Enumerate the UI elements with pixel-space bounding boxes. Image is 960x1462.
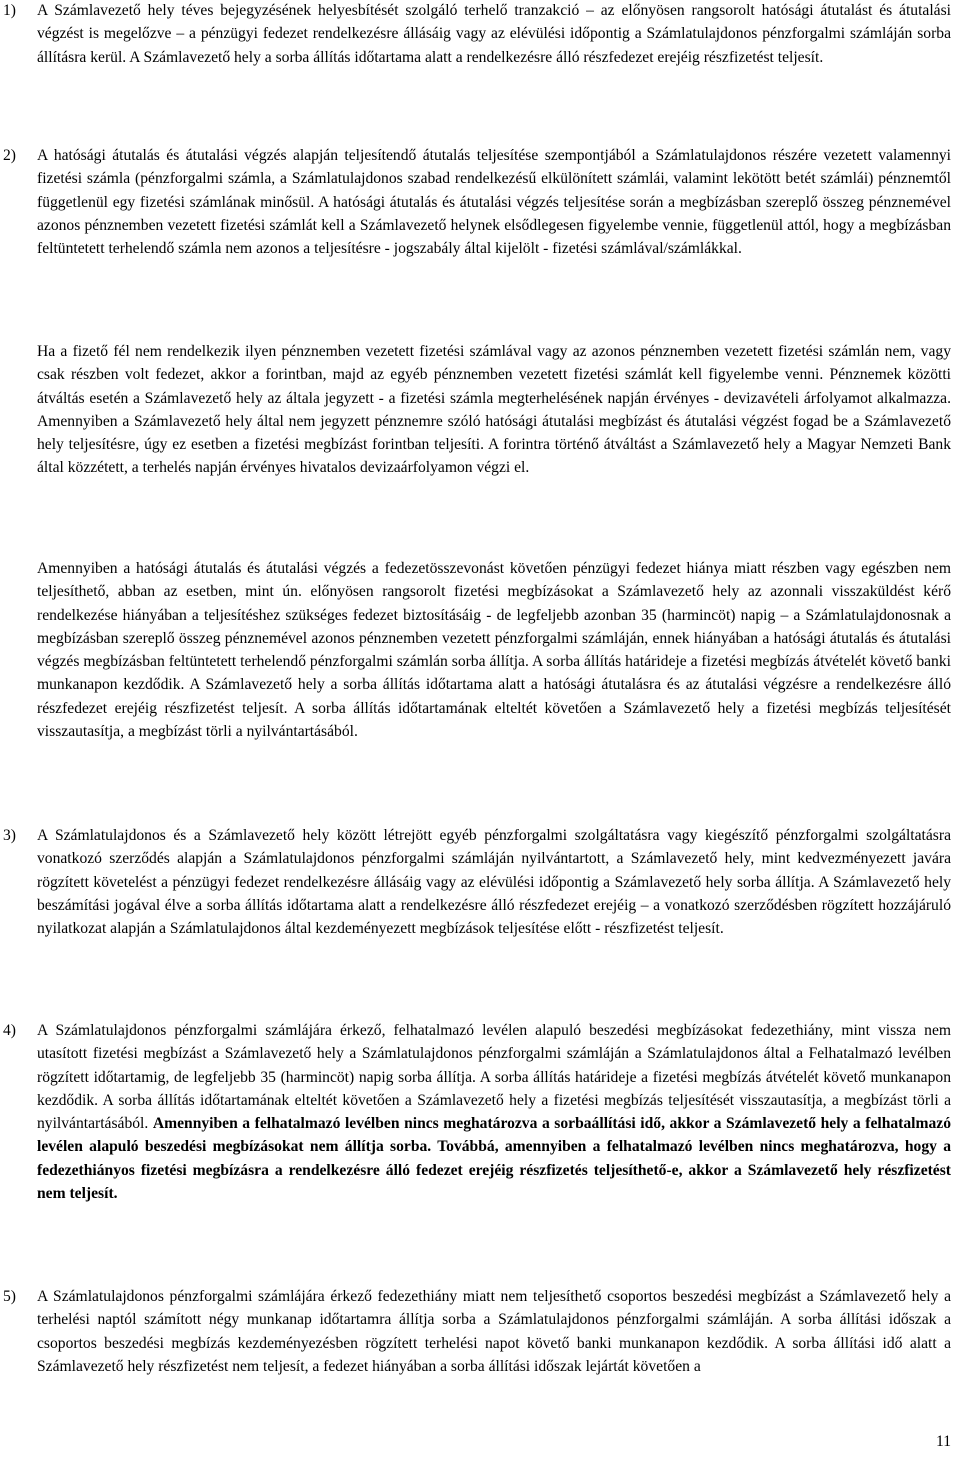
item-4-text: A Számlatulajdonos pénzforgalmi számlájára érkező, felhatalmazó levélen alapuló beszedési megbízásokat fedezethiány, mint vissza nem utasított fizetési megbízást a Számlavezető hely a Számlatulajdonos pénzforgalmi számláján a Számlatulajdonos által a Felhatalmazó levélben rögzített időtartamig, de legfeljebb 35 (harmincöt) napig sorba állítja. A sorba állítás határideje a fizetési megbízás átvételét követő munkanapon kezdődik. A sorba állítás időtartamának elteltét követően a Számlavezető hely a fizetési megbízás teljesítését visszautasítja, a megbízást törli a nyilvántartásából.	[37, 1022, 951, 1133]
item-1-paragraph: A Számlavezető hely téves bejegyzésének helyesbítését szolgáló terhelő tranzakció – az előnyösen rangsorolt hatósági átutalást és átutalási végzést is megelőzve – a pénzügyi fedezet rendelkezésre állásáig vagy az elévülési időpontig a Számlatulajdonos pénzforgalmi számláján sorba állításra kerül. A Számlavezető hely a sorba állítás időtartama alatt a rendelkezésre álló részfedezet erejéig részfizetést teljesít.	[37, 2, 951, 66]
item-4-bold-text: Amennyiben a felhatalmazó levélben nincs meghatározva a sorbaállítási idő, akkor a Számlavezető hely a felhatalmazó levélen alapuló beszedési megbízásokat nem állítja sorba. Továbbá, amennyiben a felhatalmazó levélben nincs meghatározva, hogy a fedezethiányos fizetési megbízásra a rendelkezésre álló fedezet erejéig részfizetés teljesíthető-e, akkor a Számlavezető hely részfizetést nem teljesít.	[37, 1115, 951, 1203]
item-4-paragraph	[37, 1019, 951, 1205]
item-2-paragraph-2: Ha a fizető fél nem rendelkezik ilyen pénznemben vezetett fizetési számlával vagy az azonos pénznemben vezetett fizetési számlán nem, vagy csak részben volt fedezet, akkor a forintban, majd az egyéb pénznemben vezetett fizetési számlát kell figyelembe venni. Pénznemek közötti átváltás esetén a Számlavezető hely az általa jegyzett - a fizetési számla megterhelésének napján érvényes - devizavételi árfolyamot alkalmazza. Amennyiben a Számlavezető hely által nem jegyzett pénznemre szóló hatósági átutalási megbízást és átutalási végzést fogad be a Számlavezető hely teljesítésre, úgy ez esetben a fizetési megbízást forintban teljesíti. A forintra történő átváltást a Számlavezető hely a Magyar Nemzeti Bank által közzétett, a terhelés napján érvényes hivatalos devizaárfolyamon végzi el.	[37, 343, 951, 477]
item-5-paragraph: A Számlatulajdonos pénzforgalmi számlájára érkező fedezethiány miatt nem teljesíthető csoportos beszedési megbízást a Számlavezető hely a terhelési naptól számított négy munkanap időtartamra állítja sorba a Számlatulajdonos pénzforgalmi számláján. A sorba állítási időszak a csoportos beszedési megbízás kezdeményezésben rögzített terhelési napot követő banki munkanapon kezdődik. A sorba állítási idő alatt a Számlavezető hely részfizetést nem teljesít, a fedezet hiányában a sorba állítási időszak lejártát követően a	[37, 1288, 951, 1375]
page-number: 11	[935, 1433, 951, 1450]
item-number-5: 5)	[3, 1288, 16, 1305]
item-2-paragraph-3: Amennyiben a hatósági átutalás és átutalási végzés a fedezetösszevonást követően pénzügyi fedezet hiánya miatt részben vagy egészben nem teljesíthető, abban az esetben, mint ún. előnyösen rangsorolt fizetési megbízásokat a Számlavezető hely az azonnali visszaküldést kérő rendelkezése hiányában a teljesítéshez szükséges fedezet biztosításáig - de legfeljebb azonban 35 (harmincöt) napig – a Számlatulajdonosnak a megbízásban szereplő összeg pénznemével azonos pénznemben vezetett pénzforgalmi számláján, ennek hiányában a hatósági átutalás és átutalási végzés megbízásban feltüntetett terhelendő pénzforgalmi számlán sorba állítja. A sorba állítás határideje a fizetési megbízás átvételét követő banki munkanapon kezdődik. A Számlavezető hely a sorba állítás időtartama alatt a hatósági átutalásra és az átutalási végzésre a rendelkezésre álló részfedezet erejéig részfizetést teljesít. A sorba állítás időtartamának elteltét követően a Számlavezető hely a fizetési megbízás teljesítését visszautasítja, a megbízást törli a nyilvántartásából.	[37, 560, 951, 741]
item-number-3: 3)	[3, 827, 16, 844]
item-number-4: 4)	[3, 1022, 16, 1039]
item-number-1: 1)	[3, 2, 16, 19]
item-number-2: 2)	[3, 147, 16, 164]
item-3-paragraph: A Számlatulajdonos és a Számlavezető hely között létrejött egyéb pénzforgalmi szolgáltatásra vagy kiegészítő pénzforgalmi szolgáltatásra vonatkozó szerződés alapján a Számlatulajdonos pénzforgalmi számláján nyilvántartott, a Számlavezető hely, mint kedvezményezett javára rögzített követelést a pénzügyi fedezet rendelkezésre állásáig vagy az elévülési időpontig a Számlavezető hely sorba állítja. A Számlavezető hely beszámítási jogával élve a sorba állítás időtartama alatt a rendelkezésre álló részfedezet erejéig – a vonatkozó szerződésben rögzített hozzájáruló nyilatkozat alapján a Számlatulajdonos által kezdeményezett megbízások teljesítése előtt - részfizetést teljesít.	[37, 827, 951, 938]
item-2-paragraph-1: A hatósági átutalás és átutalási végzés alapján teljesítendő átutalás teljesítése szempontjából a Számlatulajdonos részére vezetett valamennyi fizetési számla (pénzforgalmi számla, a Számlatulajdonos szabad rendelkezésű elkülönített számlái, valamint lekötött betét számlái) pénznemtől függetlenül egy fizetési számlának minősül. A hatósági átutalás és átutalási végzés teljesítése során a megbízásban szereplő összeg pénznemével azonos pénznemben vezetett fizetési számlát kell a Számlavezető helynek elsődlegesen figyelembe vennie, függetlenül attól, hogy a megbízásban feltüntetett terhelendő számla nem azonos a teljesítésre - jogszabály által kijelölt - fizetési számlával/számlákkal.	[37, 147, 951, 258]
